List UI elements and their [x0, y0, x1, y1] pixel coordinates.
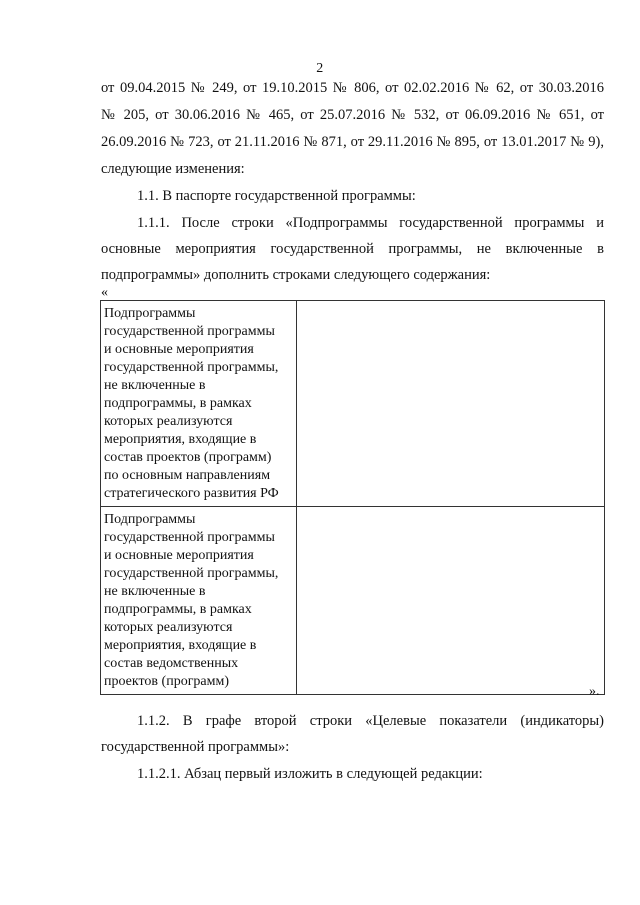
table-cell-label: Подпрограммы государственной программы и основные мероприятия государственной программы, не включенные в подпрограммы, в рамках которых реализуются мероприятия, входящие в состав проектов (программ) по основным направлениям стратегического развития РФ	[101, 301, 297, 507]
clause-1-1-1-line-1: 1.1.1. После строки «Подпрограммы государственной программы и	[137, 215, 604, 231]
clause-1-1-1-line-2: основные мероприятия государственной программы, не включенные в	[101, 241, 604, 257]
clause-1-1-1-line-3: подпрограммы» дополнить строками следующего содержания:	[101, 267, 491, 283]
clause-1-1-2-line-1: 1.1.2. В графе второй строки «Целевые показатели (индикаторы)	[137, 713, 604, 729]
intro-line-2: № 205, от 30.06.2016 № 465, от 25.07.2016 № 532, от 06.09.2016 № 651, от	[101, 107, 604, 123]
table-cell-label: Подпрограммы государственной программы и основные мероприятия государственной программы, не включенные в подпрограммы, в рамках которых реализуются мероприятия, входящие в состав ведомственных проектов (программ)	[101, 507, 297, 695]
inserted-rows-table	[100, 300, 605, 695]
intro-line-1: от 09.04.2015 № 249, от 19.10.2015 № 806, от 02.02.2016 № 62, от 30.03.2016	[101, 80, 604, 96]
table-row	[101, 507, 605, 695]
intro-line-3: 26.09.2016 № 723, от 21.11.2016 № 871, от 29.11.2016 № 895, от 13.01.2017 № 9),	[101, 134, 604, 150]
clause-1-1-2-1: 1.1.2.1. Абзац первый изложить в следующей редакции:	[137, 766, 483, 782]
page-number: 2	[316, 61, 324, 76]
opening-quote: «	[101, 285, 108, 300]
table-cell-value	[297, 301, 605, 507]
clause-1-1: 1.1. В паспорте государственной программы:	[137, 188, 416, 204]
table-row	[101, 301, 605, 507]
closing-quote: ».	[589, 684, 600, 699]
table-cell-value	[297, 507, 605, 695]
clause-1-1-2-line-2: государственной программы»:	[101, 739, 290, 755]
intro-line-4: следующие изменения:	[101, 161, 245, 177]
